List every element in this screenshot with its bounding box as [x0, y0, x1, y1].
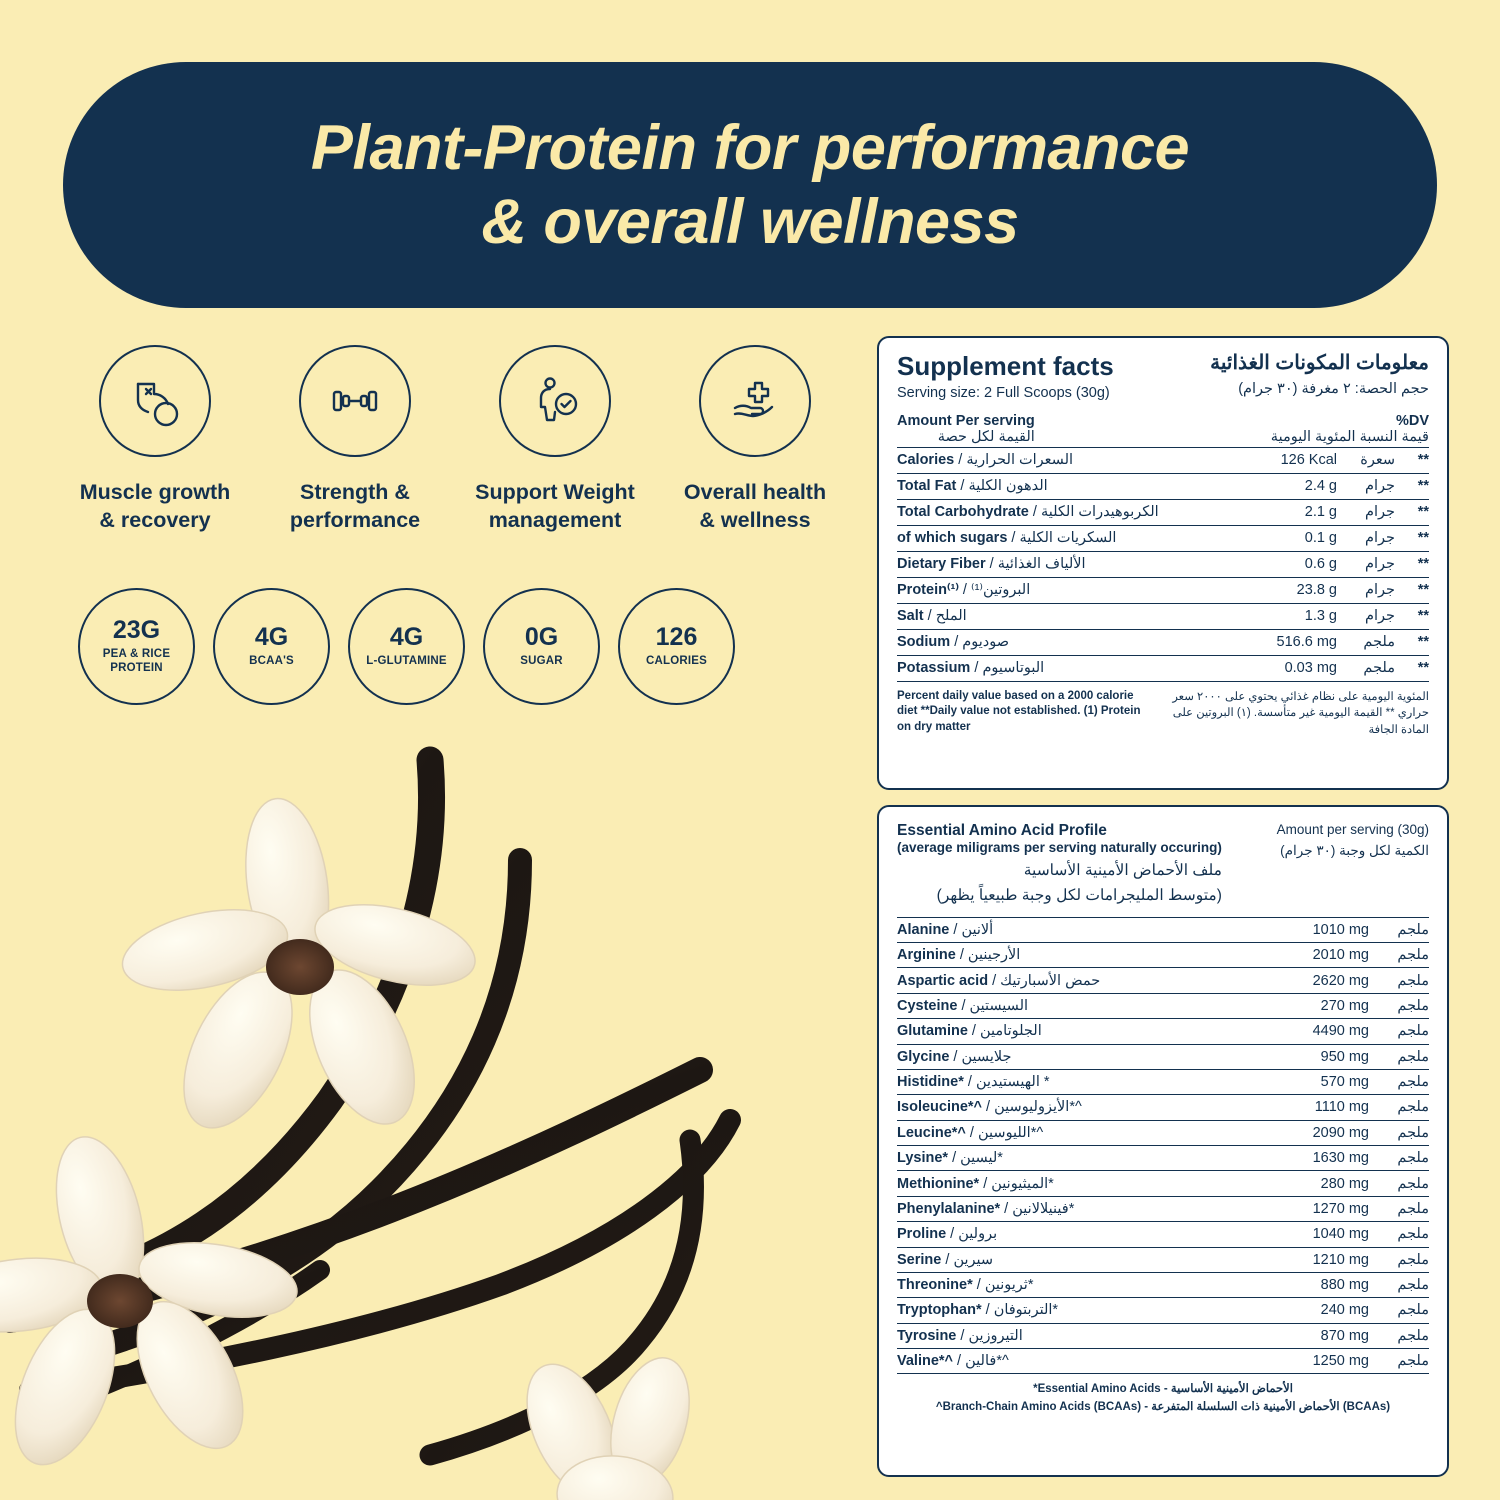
- amino-row-label: Lysine* / ليسين*: [897, 1146, 1261, 1171]
- amino-row-value: 1270 mg: [1261, 1196, 1377, 1221]
- amino-row-unit: ملجم: [1377, 1272, 1429, 1297]
- amino-amount-ar: الكمية لكل وجبة (٣٠ جرام): [1280, 842, 1429, 858]
- amino-acid-row: [897, 1069, 1429, 1094]
- nutrition-row-unit: جرام: [1343, 577, 1395, 603]
- nutrition-row-label: Potassium / البوتاسيوم: [897, 655, 1253, 681]
- nutrition-row: [897, 629, 1429, 655]
- amino-row-value: 870 mg: [1261, 1323, 1377, 1348]
- amino-row-unit: ملجم: [1377, 1095, 1429, 1120]
- amino-row-value: 280 mg: [1261, 1171, 1377, 1196]
- amino-label-ar: الليوسين*^: [978, 1124, 1044, 1141]
- amino-label-ar: الأيزوليوسين*^: [994, 1099, 1082, 1116]
- amino-label-en: Glutamine: [897, 1023, 968, 1040]
- amino-row-value: 2090 mg: [1261, 1120, 1377, 1145]
- amino-row-label: Alanine / ألانين: [897, 917, 1261, 942]
- amino-row-label: Leucine*^ / الليوسين*^: [897, 1120, 1261, 1145]
- amino-row-unit: ملجم: [1377, 1069, 1429, 1094]
- amino-acid-row: [897, 1323, 1429, 1348]
- nutrition-row: [897, 655, 1429, 681]
- nutrition-row-value: 126 Kcal: [1253, 447, 1343, 473]
- amino-acid-row: [897, 993, 1429, 1018]
- amino-label-en: Cysteine: [897, 997, 958, 1014]
- amino-row-unit: ملجم: [1377, 1298, 1429, 1323]
- nutrition-row-dv: **: [1395, 577, 1429, 603]
- nutrition-row-label: Dietary Fiber / الألياف الغذائية: [897, 551, 1253, 577]
- nutrition-row-dv: **: [1395, 525, 1429, 551]
- nutrition-row-label: Total Carbohydrate / الكربوهيدرات الكلية: [897, 499, 1253, 525]
- amino-acid-row: [897, 1120, 1429, 1145]
- nutrition-label-ar: الألياف الغذائية: [997, 556, 1086, 573]
- amino-row-unit: ملجم: [1377, 917, 1429, 942]
- amino-row-unit: ملجم: [1377, 1323, 1429, 1348]
- nutrition-row-dv: **: [1395, 603, 1429, 629]
- stat-value: 23G: [112, 615, 161, 644]
- amino-label-en: Tryptophan*: [897, 1302, 982, 1319]
- nutrition-row-unit: جرام: [1343, 473, 1395, 499]
- nutrition-row-value: 1.3 g: [1253, 603, 1343, 629]
- nutrition-label-ar: البوتاسيوم: [982, 660, 1045, 677]
- nutrition-row-dv: **: [1395, 447, 1429, 473]
- hand-heart-plus-icon: [699, 345, 811, 457]
- amino-row-unit: ملجم: [1377, 993, 1429, 1018]
- amount-per-serving-header: [897, 413, 1429, 447]
- amino-subtitle-ar: (متوسط المليجرامات لكل وجبة طبيعياً يظهر): [936, 886, 1222, 904]
- amino-row-unit: ملجم: [1377, 1349, 1429, 1374]
- amino-row-label: Proline / برولين: [897, 1222, 1261, 1247]
- amino-label-ar: الأرجينين: [967, 947, 1021, 964]
- amino-row-value: 570 mg: [1261, 1069, 1377, 1094]
- stat-sugar: [483, 588, 600, 705]
- nutrition-table: [897, 447, 1429, 681]
- supplement-facts-header: [897, 352, 1429, 401]
- vanilla-product-photo: [0, 740, 855, 1500]
- nutrition-label-ar: البروتين⁽¹⁾: [971, 582, 1031, 599]
- benefit-overall-health: [655, 345, 855, 535]
- nutrition-row-value: 2.1 g: [1253, 499, 1343, 525]
- stat-caption: SUGAR: [520, 654, 563, 667]
- nutrition-row-unit: جرام: [1343, 525, 1395, 551]
- amino-label-en: Leucine*^: [897, 1124, 966, 1141]
- supplement-facts-panel: [877, 336, 1449, 790]
- amino-acid-row: [897, 917, 1429, 942]
- amount-per-serving-en: Amount Per serving: [897, 412, 1035, 429]
- nutrition-label-ar: الكربوهيدرات الكلية: [1040, 504, 1159, 521]
- amino-row-value: 4490 mg: [1261, 1019, 1377, 1044]
- nutrition-row: [897, 499, 1429, 525]
- amino-acid-row: [897, 1349, 1429, 1374]
- amino-row-value: 240 mg: [1261, 1298, 1377, 1323]
- stat-caption: BCAA'S: [249, 654, 294, 667]
- supplement-facts-title-ar: معلومات المكونات الغذائية: [1210, 352, 1429, 374]
- nutrition-row: [897, 603, 1429, 629]
- nutrition-row: [897, 447, 1429, 473]
- amino-label-ar: ألانين: [961, 921, 994, 938]
- amino-label-ar: الجلوتامين: [980, 1023, 1042, 1040]
- stat-value: 4G: [389, 622, 424, 651]
- amino-label-en: Proline: [897, 1226, 947, 1243]
- nutrition-label-en: Sodium: [897, 634, 951, 651]
- amino-label-ar: فينيلالانين*: [1012, 1200, 1075, 1217]
- amino-label-ar: الميثيونين*: [991, 1175, 1054, 1192]
- amino-acid-row: [897, 1146, 1429, 1171]
- nutrition-label-ar: الدهون الكلية: [968, 478, 1048, 495]
- amino-acid-row: [897, 1095, 1429, 1120]
- amino-label-en: Histidine*: [897, 1074, 964, 1091]
- supplement-facts-footnote: [897, 681, 1429, 739]
- amino-row-label: Glycine / جلايسين: [897, 1044, 1261, 1069]
- benefit-label: Strength & performance: [289, 480, 421, 532]
- nutrition-row-value: 2.4 g: [1253, 473, 1343, 499]
- nutrition-row-unit: سعرة: [1343, 447, 1395, 473]
- benefit-weight-management: [455, 345, 655, 535]
- nutrition-label-en: of which sugars: [897, 530, 1008, 547]
- stat-value: 126: [655, 622, 698, 651]
- amino-row-value: 1250 mg: [1261, 1349, 1377, 1374]
- nutrition-row-dv: **: [1395, 629, 1429, 655]
- amino-row-label: Histidine* / الهيستيدين *: [897, 1069, 1261, 1094]
- amino-footnote-line2: ^Branch-Chain Amino Acids (BCAAs) - الأحماض الأمينية ذات السلسلة المتفرعة (BCAAs): [935, 1400, 1391, 1413]
- stat-protein: [78, 588, 195, 705]
- amino-row-value: 1010 mg: [1261, 917, 1377, 942]
- nutrition-row-unit: ملجم: [1343, 655, 1395, 681]
- footnote-en: Percent daily value based on a 2000 calorie diet **Daily value not established. (1) Protein on dry matter: [897, 689, 1141, 733]
- amino-acid-row: [897, 968, 1429, 993]
- amino-label-ar: برولين: [958, 1226, 998, 1243]
- hero-banner: [63, 62, 1437, 308]
- amino-label-en: Threonine*: [897, 1277, 973, 1294]
- nutrition-row-dv: **: [1395, 551, 1429, 577]
- amino-acid-row: [897, 1044, 1429, 1069]
- nutrition-row-unit: ملجم: [1343, 629, 1395, 655]
- nutrition-row-dv: **: [1395, 473, 1429, 499]
- stat-bcaa: [213, 588, 330, 705]
- amount-per-serving-ar: القيمة لكل حصة: [937, 428, 1035, 445]
- amino-acid-row: [897, 1298, 1429, 1323]
- nutrition-label-ar: صوديوم: [962, 634, 1010, 651]
- amino-acid-header: [897, 821, 1429, 907]
- amino-row-unit: ملجم: [1377, 1044, 1429, 1069]
- amino-acid-row: [897, 1222, 1429, 1247]
- amino-row-value: 1210 mg: [1261, 1247, 1377, 1272]
- amino-title-en: Essential Amino Acid Profile: [897, 822, 1107, 839]
- nutrition-row-unit: جرام: [1343, 499, 1395, 525]
- amino-row-value: 270 mg: [1261, 993, 1377, 1018]
- amino-row-unit: ملجم: [1377, 1146, 1429, 1171]
- amino-amount-en: Amount per serving (30g): [1276, 822, 1429, 837]
- amino-row-value: 2010 mg: [1261, 943, 1377, 968]
- nutrition-row-value: 23.8 g: [1253, 577, 1343, 603]
- amino-row-value: 1110 mg: [1261, 1095, 1377, 1120]
- amino-row-label: Aspartic acid / حمض الأسبارتيك: [897, 968, 1261, 993]
- nutrition-label-en: Total Fat: [897, 478, 957, 495]
- amino-row-label: Isoleucine*^ / الأيزوليوسين*^: [897, 1095, 1261, 1120]
- amino-label-en: Aspartic acid: [897, 972, 989, 989]
- amino-row-label: Methionine* / الميثيونين*: [897, 1171, 1261, 1196]
- stat-glutamine: [348, 588, 465, 705]
- stat-caption: CALORIES: [645, 654, 708, 667]
- dumbbell-icon: [299, 345, 411, 457]
- stats-row: [78, 588, 735, 705]
- amino-acid-table: [897, 917, 1429, 1374]
- amino-row-value: 880 mg: [1261, 1272, 1377, 1297]
- amino-label-ar: حمض الأسبارتيك: [1000, 972, 1101, 989]
- stat-value: 0G: [524, 622, 559, 651]
- amino-label-ar: التيروزين: [968, 1327, 1023, 1344]
- benefit-label: Support Weight management: [475, 480, 635, 532]
- amino-subtitle-en: (average miligrams per serving naturally occuring): [897, 840, 1222, 856]
- nutrition-row-dv: **: [1395, 499, 1429, 525]
- nutrition-row-label: Calories / السعرات الحرارية: [897, 447, 1253, 473]
- nutrition-row: [897, 473, 1429, 499]
- nutrition-label-en: Salt: [897, 608, 924, 625]
- amino-label-en: Phenylalanine*: [897, 1200, 1001, 1217]
- amino-row-label: Valine*^ / فالين*^: [897, 1349, 1261, 1374]
- amino-label-ar: جلايسين: [961, 1048, 1012, 1065]
- amino-row-value: 2620 mg: [1261, 968, 1377, 993]
- nutrition-row: [897, 525, 1429, 551]
- nutrition-label-ar: السكريات الكلية: [1019, 530, 1117, 547]
- amino-label-en: Alanine: [897, 921, 950, 938]
- serving-size-ar: حجم الحصة: ٢ مغرفة (٣٠ جرام): [1238, 381, 1429, 397]
- amino-label-en: Tyrosine: [897, 1327, 957, 1344]
- flexed-arm-icon: [99, 345, 211, 457]
- supplement-facts-title-en: Supplement facts: [897, 351, 1114, 381]
- nutrition-row-value: 0.1 g: [1253, 525, 1343, 551]
- stat-caption: L-GLUTAMINE: [366, 654, 447, 667]
- nutrition-label-en: Total Carbohydrate: [897, 504, 1029, 521]
- amino-row-label: Tyrosine / التيروزين: [897, 1323, 1261, 1348]
- amino-row-unit: ملجم: [1377, 1171, 1429, 1196]
- nutrition-row-label: Protein⁽¹⁾ / البروتين⁽¹⁾: [897, 577, 1253, 603]
- benefit-muscle-growth: [55, 345, 255, 535]
- amino-acid-row: [897, 1019, 1429, 1044]
- amino-row-unit: ملجم: [1377, 1222, 1429, 1247]
- amino-row-unit: ملجم: [1377, 943, 1429, 968]
- nutrition-label-en: Calories: [897, 452, 955, 469]
- nutrition-row: [897, 577, 1429, 603]
- amino-label-ar: سيرين: [953, 1251, 994, 1268]
- nutrition-row-unit: جرام: [1343, 551, 1395, 577]
- amino-label-en: Lysine*: [897, 1150, 949, 1167]
- amino-row-label: Arginine / الأرجينين: [897, 943, 1261, 968]
- amino-row-unit: ملجم: [1377, 1196, 1429, 1221]
- nutrition-label-en: Protein⁽¹⁾: [897, 582, 959, 599]
- nutrition-label-en: Potassium: [897, 660, 971, 677]
- amino-row-label: Tryptophan* / التربتوفان*: [897, 1298, 1261, 1323]
- amino-acid-panel: [877, 805, 1449, 1477]
- page-title-line2: & overall wellness: [481, 187, 1019, 257]
- amino-row-unit: ملجم: [1377, 1120, 1429, 1145]
- amino-row-label: Cysteine / السيستين: [897, 993, 1261, 1018]
- nutrition-row-unit: جرام: [1343, 603, 1395, 629]
- amino-row-label: Glutamine / الجلوتامين: [897, 1019, 1261, 1044]
- amino-acid-row: [897, 1171, 1429, 1196]
- amino-label-ar: ثريونين*: [984, 1277, 1034, 1294]
- amino-label-en: Arginine: [897, 947, 956, 964]
- nutrition-row-label: Salt / الملح: [897, 603, 1253, 629]
- benefits-row: [55, 345, 855, 535]
- amino-label-ar: التربتوفان*: [993, 1302, 1059, 1319]
- page-title-line1: Plant-Protein for performance: [310, 112, 1190, 183]
- amino-label-ar: فالين*^: [965, 1353, 1009, 1370]
- amino-label-en: Serine: [897, 1251, 942, 1268]
- nutrition-label-ar: الملح: [935, 608, 967, 625]
- amino-footnote-line1: *Essential Amino Acids - الأحماض الأمينية الأساسية: [1033, 1383, 1293, 1396]
- amino-row-label: Threonine* / ثريونين*: [897, 1272, 1261, 1297]
- nutrition-row-value: 516.6 mg: [1253, 629, 1343, 655]
- page-title: [311, 111, 1189, 260]
- body-check-icon: [499, 345, 611, 457]
- nutrition-row-label: of which sugars / السكريات الكلية: [897, 525, 1253, 551]
- benefit-label: Overall health & wellness: [683, 480, 827, 532]
- nutrition-row-label: Sodium / صوديوم: [897, 629, 1253, 655]
- benefit-strength: [255, 345, 455, 535]
- amino-row-unit: ملجم: [1377, 1019, 1429, 1044]
- amino-label-ar: السيستين: [969, 997, 1029, 1014]
- amino-row-label: Serine / سيرين: [897, 1247, 1261, 1272]
- benefit-label: Muscle growth & recovery: [79, 480, 231, 532]
- nutrition-row-label: Total Fat / الدهون الكلية: [897, 473, 1253, 499]
- nutrition-row-dv: **: [1395, 655, 1429, 681]
- amino-acid-row: [897, 1196, 1429, 1221]
- serving-size-en: Serving size: 2 Full Scoops (30g): [897, 384, 1110, 401]
- amino-label-ar: ليسين*: [960, 1150, 1003, 1167]
- footnote-ar: المئوية اليومية على نظام غذائي يحتوي على ٢٠٠٠ سعر حراري ** القيمة اليومية غير متأسسة. (١) البروتين على المادة الجافة: [1172, 690, 1429, 736]
- amino-acid-row: [897, 1272, 1429, 1297]
- amino-row-unit: ملجم: [1377, 968, 1429, 993]
- nutrition-label-ar: السعرات الحرارية: [966, 452, 1074, 469]
- amino-label-en: Methionine*: [897, 1175, 980, 1192]
- nutrition-row-value: 0.03 mg: [1253, 655, 1343, 681]
- amino-row-value: 950 mg: [1261, 1044, 1377, 1069]
- nutrition-row: [897, 551, 1429, 577]
- daily-value-en: %DV: [1395, 412, 1429, 429]
- stat-caption: PEA & RICE PROTEIN: [102, 647, 171, 674]
- daily-value-ar: قيمة النسبة المئوية اليومية: [1270, 428, 1429, 445]
- amino-row-unit: ملجم: [1377, 1247, 1429, 1272]
- nutrition-label-en: Dietary Fiber: [897, 556, 986, 573]
- amino-acid-footnote: [897, 1373, 1429, 1416]
- amino-label-en: Isoleucine*^: [897, 1099, 983, 1116]
- amino-row-value: 1630 mg: [1261, 1146, 1377, 1171]
- stat-value: 4G: [254, 622, 289, 651]
- nutrition-row-value: 0.6 g: [1253, 551, 1343, 577]
- amino-acid-row: [897, 943, 1429, 968]
- amino-row-value: 1040 mg: [1261, 1222, 1377, 1247]
- amino-label-en: Valine*^: [897, 1353, 954, 1370]
- amino-title-ar: ملف الأحماض الأمينية الأساسية: [1023, 862, 1222, 880]
- amino-row-label: Phenylalanine* / فينيلالانين*: [897, 1196, 1261, 1221]
- amino-label-en: Glycine: [897, 1048, 950, 1065]
- stat-calories: [618, 588, 735, 705]
- amino-acid-row: [897, 1247, 1429, 1272]
- amino-label-ar: الهيستيدين *: [975, 1074, 1050, 1091]
